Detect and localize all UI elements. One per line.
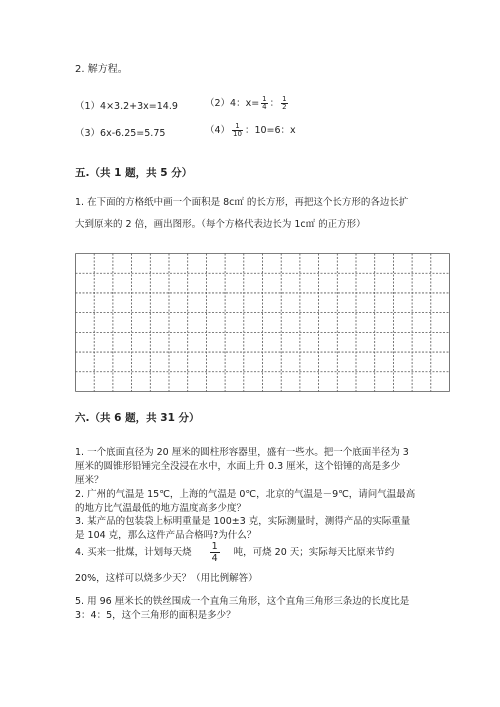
equation-2-prefix: （2）4：x= <box>205 98 260 109</box>
section6-question-4-line-2: 20%，这样可以烧多少天？（用比例解答） <box>75 573 258 584</box>
equation-4-prefix: （4） <box>205 125 231 136</box>
equation-4 <box>205 122 296 138</box>
section6-question-1-line-2: 厘米的圆锥形铅锤完全没浸在水中，水面上升 0.3 厘米，这个铅锤的高是多少 <box>75 461 401 472</box>
part2-title: 2. 解方程。 <box>75 64 128 75</box>
section6-question-3-line-1: 3. 某产品的包装袋上标明重量是 100±3 克，实际测量时，测得产品的实际重量 <box>75 516 411 527</box>
grid-paper[interactable] <box>75 253 450 392</box>
equation-1: （1）4×3.2+3x=14.9 <box>75 101 178 112</box>
fraction-one-half: $\frac{1}{2}$ <box>282 95 287 111</box>
fraction-one-quarter-ton: $\frac{1}{4}$ <box>211 541 218 564</box>
section6-question-4-line-1 <box>75 541 394 564</box>
section5-heading: 五.（共 1 题，共 5 分） <box>75 167 193 179</box>
equation-3: （3）6x-6.25=5.75 <box>75 128 166 139</box>
fraction-one-quarter: $\frac{1}{4}$ <box>262 95 267 111</box>
fraction-one-tenth: $\frac{1}{10}$ <box>233 122 242 138</box>
section6-question-3-line-2: 是 104 克，那么这件产品合格吗?为什么？ <box>75 530 257 541</box>
section6-question-1-line-1: 1. 一个底面直径为 20 厘米的圆柱形容器里，盛有一些水。把一个底面半径为 3 <box>75 447 409 458</box>
section6-question-5-line-1: 5. 用 96 厘米长的铁丝围成一个直角三角形，这个直角三角形三条边的长度比是 <box>75 596 410 607</box>
equation-2: （2）4：x= $\frac{1}{4}$ ： $\frac{1}{2}$ <box>205 95 287 111</box>
section6-question-1-line-3: 厘米？ <box>75 475 104 486</box>
section6-question-2-line-2: 的地方比气温最低的地方温度高多少度？ <box>75 503 247 514</box>
section6-heading: 六.（共 6 题，共 31 分） <box>75 412 200 424</box>
section6-question-4-suffix: 吨，可烧 20 天；实际每天比原来节约 <box>233 547 395 558</box>
equation-4-suffix: ：10=6：x <box>244 125 296 136</box>
section5-question-1-line-1: 1. 在下面的方格纸中画一个面积是 8c㎡ 的长方形，再把这个长方形的各边长扩 <box>75 197 409 208</box>
section6-question-2-line-1: 2. 广州的气温是 15℃，上海的气温是 0℃，北京的气温是－9℃，请问气温最高 <box>75 489 416 500</box>
section6-question-5-line-2: 3：4：5，这个三角形的面积是多少？ <box>75 610 236 621</box>
section6-question-4-prefix: 4. 买来一批煤，计划每天烧 <box>75 547 192 558</box>
section5-question-1-line-2: 大到原来的 2 倍，画出图形。（每个方格代表边长为 1c㎡ 的正方形） <box>75 219 366 230</box>
